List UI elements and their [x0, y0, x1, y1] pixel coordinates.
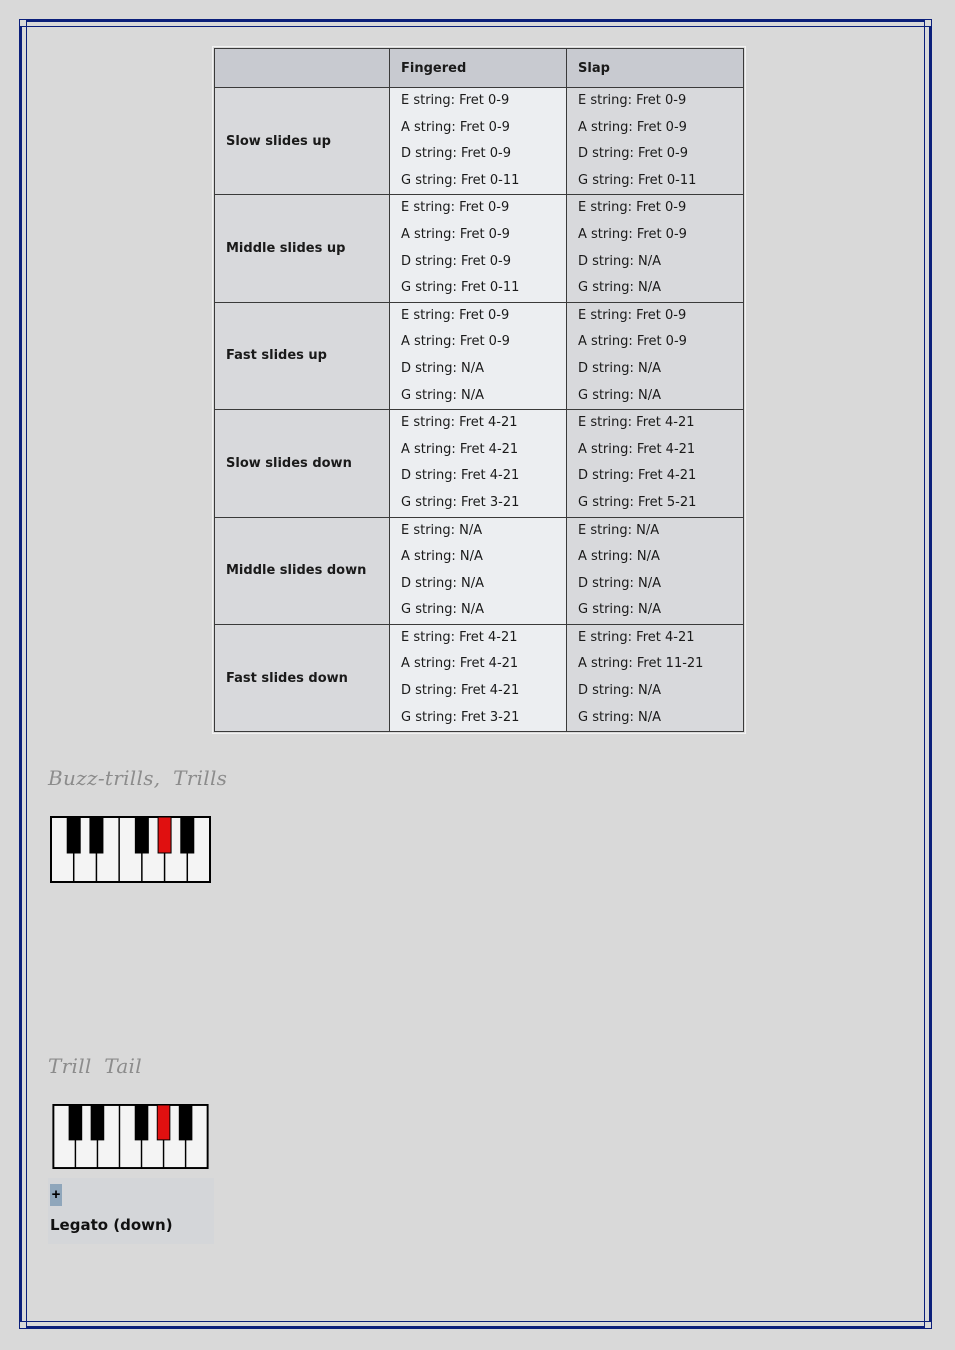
cell-fingered: [390, 624, 567, 731]
highlighted-black-key: [158, 817, 171, 853]
string-range: D string: Fret 0-9: [401, 146, 512, 162]
string-range: E string: Fret 0-9: [578, 200, 687, 216]
corner-ornament: [924, 1321, 932, 1329]
slides-table: [214, 48, 744, 732]
string-range: G string: Fret 0-11: [578, 172, 697, 188]
black-key: [69, 1105, 82, 1140]
string-range: E string: Fret 4-21: [401, 415, 518, 431]
legato-label: Legato (down): [50, 1216, 173, 1234]
string-range: E string: Fret 4-21: [578, 415, 695, 431]
black-key: [67, 817, 80, 853]
cell-fingered: [390, 410, 567, 517]
table-row: [215, 195, 744, 302]
string-range: E string: Fret 0-9: [401, 307, 510, 323]
plus-icon: +: [50, 1184, 62, 1206]
string-range: D string: Fret 4-21: [401, 683, 520, 699]
string-range: D string: N/A: [578, 683, 661, 699]
string-range: G string: Fret 5-21: [578, 494, 697, 510]
highlighted-black-key: [157, 1105, 170, 1140]
string-range: A string: Fret 11-21: [578, 656, 704, 672]
section-title-trill-tail: Trill Tail: [48, 1054, 142, 1078]
string-range: G string: Fret 0-11: [401, 172, 520, 188]
string-range: D string: N/A: [401, 575, 484, 591]
string-range: E string: Fret 0-9: [578, 307, 687, 323]
string-range: G string: N/A: [578, 709, 662, 725]
cell-slap: [567, 302, 744, 409]
corner-ornament: [19, 1321, 27, 1329]
string-range: E string: Fret 4-21: [401, 629, 518, 645]
string-range: D string: Fret 0-9: [401, 253, 512, 269]
string-range: A string: Fret 4-21: [578, 441, 696, 457]
black-key: [135, 817, 148, 853]
string-range: A string: Fret 0-9: [401, 334, 510, 350]
table-row: [215, 302, 744, 409]
string-range: E string: Fret 0-9: [401, 200, 510, 216]
black-key: [181, 817, 194, 853]
table-row: [215, 624, 744, 731]
string-range: D string: N/A: [578, 575, 661, 591]
string-range: A string: Fret 0-9: [578, 226, 687, 242]
string-range: A string: Fret 0-9: [578, 334, 687, 350]
table-row: [215, 410, 744, 517]
cell-slap: [567, 88, 744, 195]
string-range: D string: N/A: [578, 360, 661, 376]
cell-fingered: [390, 195, 567, 302]
cell-slap: [567, 195, 744, 302]
row-label: Slow slides down: [215, 410, 390, 517]
section-title-buzz-trills: Buzz-trills, Trills: [48, 766, 228, 790]
string-range: G string: N/A: [401, 387, 485, 403]
row-label: Fast slides down: [215, 624, 390, 731]
black-key: [90, 817, 103, 853]
string-range: G string: N/A: [578, 280, 662, 296]
string-range: E string: N/A: [578, 522, 660, 538]
cell-fingered: [390, 517, 567, 624]
black-key: [135, 1105, 148, 1140]
row-label: Middle slides down: [215, 517, 390, 624]
legato-panel: [48, 1178, 214, 1244]
black-key: [179, 1105, 192, 1140]
cell-fingered: [390, 302, 567, 409]
string-range: G string: N/A: [401, 602, 485, 618]
string-range: G string: N/A: [578, 602, 662, 618]
row-label: Middle slides up: [215, 195, 390, 302]
corner-ornament: [924, 19, 932, 27]
string-range: A string: Fret 4-21: [401, 656, 519, 672]
string-range: A string: Fret 0-9: [578, 119, 687, 135]
cell-fingered: [390, 88, 567, 195]
string-range: D string: Fret 4-21: [578, 468, 697, 484]
piano-keyboard-icon: [50, 1104, 211, 1169]
string-range: G string: Fret 3-21: [401, 709, 520, 725]
row-label: Slow slides up: [215, 88, 390, 195]
corner-ornament: [19, 19, 27, 27]
piano-keyboard-icon: [50, 816, 211, 883]
string-range: G string: N/A: [578, 387, 662, 403]
string-range: A string: N/A: [401, 549, 483, 565]
cell-slap: [567, 624, 744, 731]
string-range: D string: N/A: [578, 253, 661, 269]
cell-slap: [567, 410, 744, 517]
table-header-slap: Slap: [567, 49, 744, 88]
string-range: E string: Fret 0-9: [578, 93, 687, 108]
document-page: [34, 34, 919, 1316]
cell-slap: [567, 517, 744, 624]
string-range: A string: Fret 0-9: [401, 119, 510, 135]
string-range: E string: N/A: [401, 522, 483, 538]
string-range: A string: Fret 4-21: [401, 441, 519, 457]
string-range: E string: Fret 4-21: [578, 629, 695, 645]
row-label: Fast slides up: [215, 302, 390, 409]
string-range: D string: Fret 0-9: [578, 146, 689, 162]
table-header-empty: [215, 49, 390, 88]
string-range: G string: Fret 0-11: [401, 280, 520, 296]
string-range: D string: Fret 4-21: [401, 468, 520, 484]
table-header-row: [215, 49, 744, 88]
string-range: E string: Fret 0-9: [401, 93, 510, 108]
string-range: D string: N/A: [401, 360, 484, 376]
table-row: [215, 88, 744, 195]
table-header-fingered: Fingered: [390, 49, 567, 88]
string-range: G string: Fret 3-21: [401, 494, 520, 510]
string-range: A string: Fret 0-9: [401, 226, 510, 242]
string-range: A string: N/A: [578, 549, 660, 565]
table-row: [215, 517, 744, 624]
black-key: [91, 1105, 104, 1140]
